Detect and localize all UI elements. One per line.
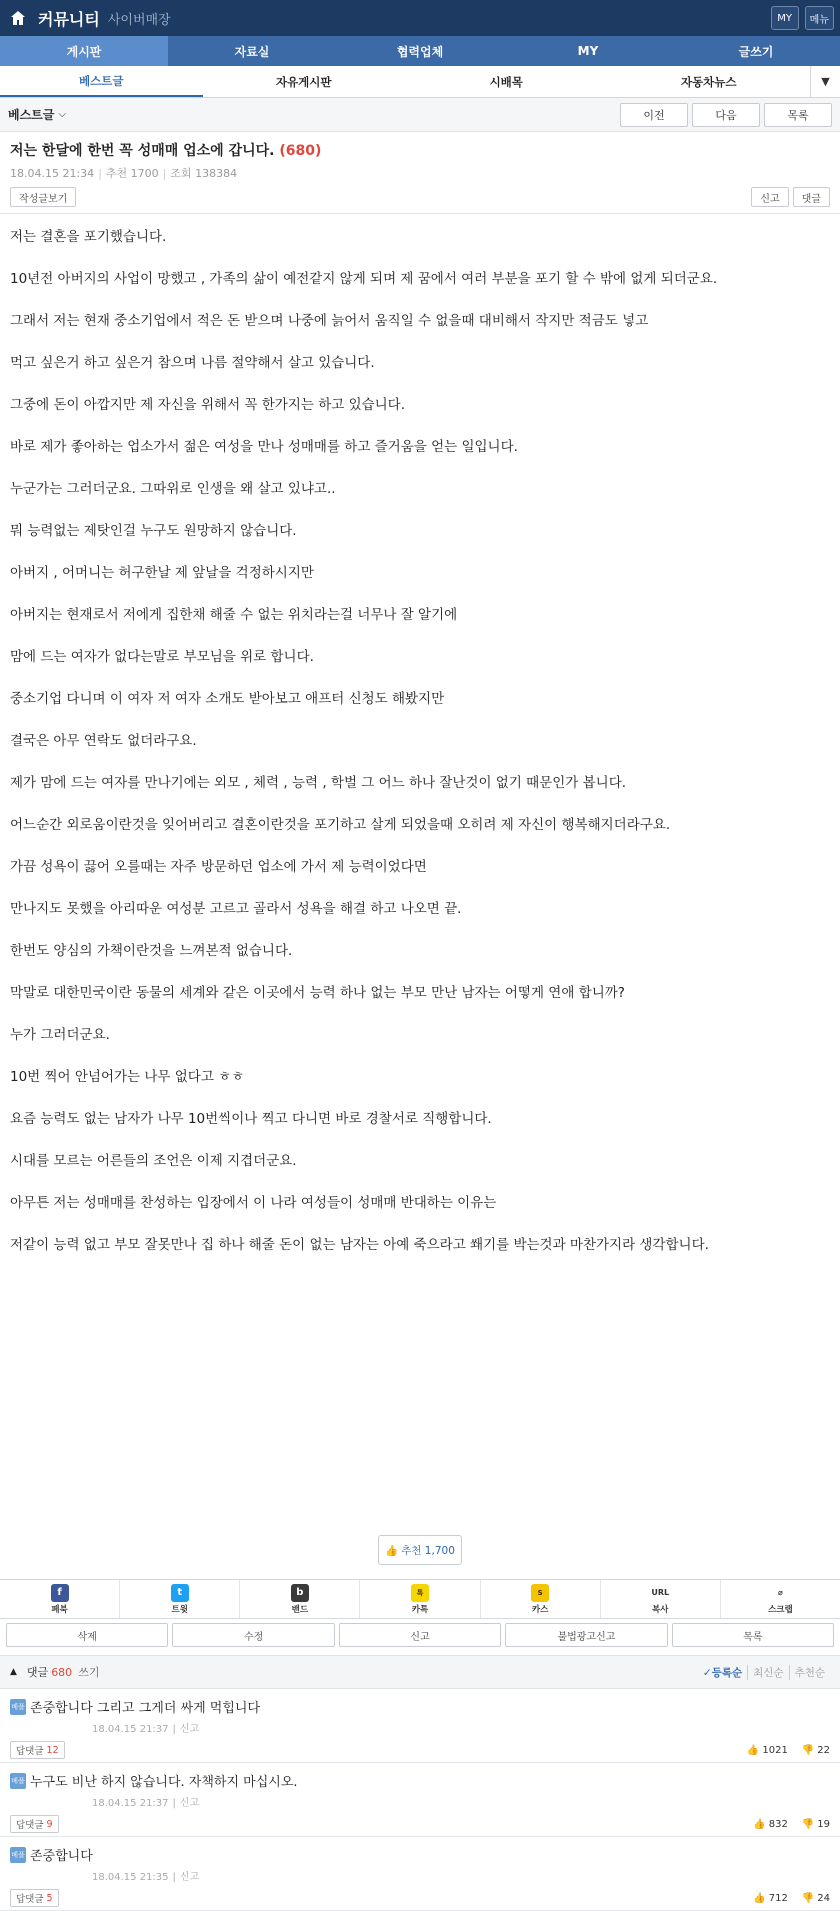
menu-button[interactable]: 메뉴 bbox=[805, 6, 834, 30]
downvote-button[interactable] bbox=[802, 1819, 830, 1830]
edit-button[interactable]: 수정 bbox=[172, 1623, 334, 1647]
post-paragraph: 10년전 아버지의 사업이 망했고 , 가족의 삶이 예전같지 않게 되며 제 꿈에서 여러 부분을 포기 할 수 밖에 없게 되더군요. bbox=[10, 271, 718, 287]
comment-item bbox=[0, 1689, 840, 1763]
collapse-icon[interactable]: ▲ bbox=[10, 1667, 17, 1677]
comment-text: 존중합니다 bbox=[30, 1849, 93, 1864]
comment-item bbox=[0, 1837, 840, 1911]
comment-report-link[interactable]: 신고 bbox=[179, 1724, 200, 1735]
recommend-label: 추천 1,700 bbox=[401, 1544, 455, 1557]
share-twitter[interactable] bbox=[120, 1580, 240, 1618]
downvote-button[interactable] bbox=[802, 1893, 830, 1904]
share-kakaostory[interactable] bbox=[481, 1580, 601, 1618]
reply-count: 5 bbox=[46, 1892, 53, 1904]
share-label: 밴드 bbox=[291, 1604, 309, 1615]
author-posts-button[interactable]: 작성글보기 bbox=[10, 187, 76, 207]
write-comment-link[interactable]: 쓰기 bbox=[78, 1666, 100, 1679]
comment-meta: 18.04.15 21:37 | 신고 bbox=[92, 1724, 200, 1735]
share-facebook[interactable] bbox=[0, 1580, 120, 1618]
next-button[interactable]: 다음 bbox=[692, 103, 760, 127]
nav-write[interactable]: 글쓰기 bbox=[738, 44, 774, 59]
sort-latest[interactable]: 최신순 bbox=[747, 1665, 788, 1680]
post-paragraph: 뭐 능력없는 제탓인걸 누구도 원망하지 않습니다. bbox=[10, 523, 297, 539]
post-paragraph: 아버지는 현재로서 저에게 집한채 해줄 수 없는 위치라는걸 너무나 잘 알기에 bbox=[10, 607, 458, 623]
best-comment-badge: 베플 bbox=[10, 1699, 26, 1715]
reply-button[interactable] bbox=[10, 1815, 59, 1833]
reply-count: 12 bbox=[46, 1744, 59, 1756]
comment-meta: 18.04.15 21:35 | 신고 bbox=[92, 1872, 200, 1883]
post-paragraph: 맘에 드는 여자가 없다는말로 부모님을 위로 합니다. bbox=[10, 649, 314, 665]
post-paragraph: 누군가는 그러더군요. 그따위로 인생을 왜 살고 있냐고.. bbox=[10, 481, 336, 497]
tab-sibaemok[interactable]: 시배목 bbox=[489, 74, 523, 89]
thumbs-up-icon: 👍 bbox=[385, 1544, 399, 1557]
sort-recommended[interactable]: 추천순 bbox=[789, 1665, 830, 1680]
board-selector[interactable]: 베스트글 bbox=[8, 108, 55, 122]
upvote-button[interactable] bbox=[753, 1893, 788, 1904]
clip-icon: ⌀ bbox=[771, 1584, 789, 1602]
band-icon: b bbox=[291, 1584, 309, 1602]
comment-meta: 18.04.15 21:37 | 신고 bbox=[92, 1798, 200, 1809]
post-views: 조회 138384 bbox=[170, 167, 238, 180]
prev-button[interactable]: 이전 bbox=[620, 103, 688, 127]
post-paragraph: 한번도 양심의 가책이란것을 느껴본적 없습니다. bbox=[10, 943, 293, 959]
thumbs-up-icon: 👍 bbox=[753, 1818, 766, 1830]
comment-text: 존중합니다 그리고 그게더 싸게 먹힙니다 bbox=[30, 1701, 261, 1716]
comment-item bbox=[0, 1763, 840, 1837]
top-bar bbox=[0, 0, 840, 36]
recommend-button[interactable] bbox=[378, 1535, 462, 1565]
post-paragraph: 10번 찍어 안넘어가는 나무 없다고 ㅎㅎ bbox=[10, 1069, 245, 1085]
share-label: 트윗 bbox=[171, 1604, 188, 1615]
post-actions bbox=[0, 1619, 840, 1651]
post-header bbox=[0, 132, 840, 214]
post-body bbox=[0, 214, 840, 1529]
reply-label: 답댓글 bbox=[16, 1820, 44, 1831]
post-paragraph: 요즘 능력도 없는 남자가 나무 10번씩이나 찍고 다니면 바로 경찰서로 직행합니다. bbox=[10, 1111, 492, 1127]
post-date: 18.04.15 21:34 bbox=[10, 167, 95, 180]
thumbs-up-icon: 👍 bbox=[746, 1744, 760, 1756]
thumbs-down-icon: 👎 bbox=[801, 1892, 815, 1904]
more-tabs-icon[interactable]: ▼ bbox=[810, 66, 840, 97]
post-paragraph: 그래서 저는 현재 중소기업에서 적은 돈 받으며 나중에 늙어서 움직일 수 없을때 대비해서 작지만 적금도 넣고 bbox=[10, 313, 649, 329]
post-paragraph: 어느순간 외로움이란것을 잊어버리고 결혼이란것을 포기하고 살게 되었을때 오히려 제 자신이 행복해지더라구요. bbox=[10, 817, 671, 833]
post-paragraph: 아무튼 저는 성매매를 찬성하는 입장에서 이 나라 여성들이 성매매 반대하는 이유는 bbox=[10, 1195, 497, 1211]
comment-report-link[interactable]: 신고 bbox=[179, 1798, 200, 1809]
upvote-count: 712 bbox=[768, 1892, 788, 1904]
share-label: 페북 bbox=[51, 1604, 68, 1615]
upvote-count: 832 bbox=[768, 1818, 788, 1830]
post-comment-count: (680) bbox=[279, 143, 322, 159]
downvote-count: 22 bbox=[817, 1744, 830, 1756]
share-label: 스크랩 bbox=[768, 1604, 793, 1615]
twitter-icon: t bbox=[171, 1584, 189, 1602]
thumbs-down-icon: 👎 bbox=[801, 1818, 815, 1830]
post-paragraph: 제가 맘에 드는 여자를 만나기에는 외모 , 체력 , 능력 , 학벌 그 어느 하나 잘난것이 없기 때문인가 봅니다. bbox=[10, 775, 627, 791]
brand-title[interactable]: 커뮤니티 bbox=[38, 9, 100, 29]
reply-label: 답댓글 bbox=[16, 1746, 44, 1757]
board-bar bbox=[0, 98, 840, 132]
post-paragraph: 시대를 모르는 어른들의 조언은 이제 지겹더군요. bbox=[10, 1153, 297, 1169]
delete-button[interactable]: 삭제 bbox=[6, 1623, 168, 1647]
share-kakaotalk[interactable] bbox=[360, 1580, 480, 1618]
report-post-button[interactable]: 신고 bbox=[339, 1623, 501, 1647]
share-band[interactable] bbox=[240, 1580, 360, 1618]
post-paragraph: 바로 제가 좋아하는 업소가서 젊은 여성을 만나 성매매를 하고 즐거움을 얻는 일입니다. bbox=[10, 439, 518, 455]
post-paragraph: 결국은 아무 연락도 없더라구요. bbox=[10, 733, 197, 749]
chevron-down-icon[interactable]: ⌵ bbox=[58, 109, 66, 120]
upvote-count: 1021 bbox=[762, 1744, 788, 1756]
comment-date: 18.04.15 21:37 bbox=[92, 1798, 169, 1809]
comments-header bbox=[0, 1655, 840, 1689]
upvote-button[interactable] bbox=[747, 1745, 788, 1756]
comments-count: 680 bbox=[51, 1665, 73, 1679]
tab-free-board[interactable]: 자유게시판 bbox=[275, 74, 332, 89]
post-paragraph: 먹고 싶은거 하고 싶은거 참으며 나름 절약해서 살고 있습니다. bbox=[10, 355, 375, 371]
post-paragraph: 막말로 대한민국이란 동물의 세계와 같은 이곳에서 능력 하나 없는 부모 만난 남자는 어떻게 연애 합니까? bbox=[10, 985, 625, 1001]
brand-subtitle[interactable]: 사이버매장 bbox=[107, 12, 171, 28]
kakaotalk-icon: 톡 bbox=[411, 1584, 429, 1602]
best-comment-badge: 베플 bbox=[10, 1847, 26, 1863]
facebook-icon: f bbox=[51, 1584, 69, 1602]
downvote-count: 24 bbox=[817, 1892, 830, 1904]
report-button[interactable]: 신고 bbox=[751, 187, 788, 207]
comment-date: 18.04.15 21:37 bbox=[92, 1724, 169, 1735]
home-icon[interactable] bbox=[6, 6, 30, 30]
nav-board[interactable]: 게시판 bbox=[0, 36, 168, 66]
post-paragraph: 그중에 돈이 아깝지만 제 자신을 위해서 꼭 한가지는 하고 있습니다. bbox=[10, 397, 406, 413]
report-spam-button[interactable]: 불법광고신고 bbox=[505, 1623, 667, 1647]
upvote-button[interactable] bbox=[753, 1819, 788, 1830]
post-paragraph: 가끔 성욕이 끓어 오를때는 자주 방문하던 업소에 가서 제 능력이었다면 bbox=[10, 859, 427, 875]
sort-registered[interactable]: ✓등록순 bbox=[702, 1666, 743, 1679]
nav-my[interactable]: MY bbox=[577, 44, 599, 58]
back-to-list-button[interactable]: 목록 bbox=[672, 1623, 834, 1647]
reply-button[interactable] bbox=[10, 1741, 65, 1759]
share-label: 카스 bbox=[531, 1604, 549, 1615]
main-nav bbox=[0, 36, 840, 66]
post-paragraph: 만나지도 못했을 아리따운 여성분 고르고 골라서 성욕을 해결 하고 나오면 끝. bbox=[10, 901, 462, 917]
comment-list bbox=[0, 1689, 840, 1911]
reply-count: 9 bbox=[46, 1818, 53, 1830]
comment-text: 누구도 비난 하지 않습니다. 자책하지 마십시오. bbox=[30, 1775, 298, 1790]
post-paragraph: 누가 그러더군요. bbox=[10, 1027, 110, 1043]
comment-date: 18.04.15 21:35 bbox=[92, 1872, 169, 1883]
nav-partners[interactable]: 협력업체 bbox=[396, 44, 444, 59]
post-meta: 18.04.15 21:34 | 추천 1700 | 조회 138384 bbox=[10, 167, 238, 180]
post-title-text: 저는 한달에 한번 꼭 성매매 업소에 갑니다. bbox=[10, 143, 275, 159]
comment-button[interactable]: 댓글 bbox=[793, 187, 830, 207]
tab-car-news[interactable]: 자동차뉴스 bbox=[680, 74, 737, 89]
kakaostory-icon: S bbox=[531, 1584, 549, 1602]
thumbs-down-icon: 👎 bbox=[801, 1744, 815, 1756]
post-paragraph: 중소기업 다니며 이 여자 저 여자 소개도 받아보고 애프터 신청도 해봤지만 bbox=[10, 691, 445, 707]
comment-report-link[interactable]: 신고 bbox=[179, 1872, 200, 1883]
url-icon: URL bbox=[651, 1584, 669, 1602]
best-comment-badge: 베플 bbox=[10, 1773, 26, 1789]
reply-label: 답댓글 bbox=[16, 1894, 44, 1905]
comments-label: 댓글 bbox=[26, 1666, 49, 1679]
list-button[interactable]: 목록 bbox=[764, 103, 832, 127]
share-label: 복사 bbox=[652, 1604, 669, 1615]
nav-resources[interactable]: 자료실 bbox=[234, 44, 270, 59]
post-paragraph: 저는 결혼을 포기했습니다. bbox=[10, 229, 167, 245]
reply-button[interactable] bbox=[10, 1889, 59, 1907]
post-paragraph: 저같이 능력 없고 부모 잘못만나 집 하나 해줄 돈이 없는 남자는 아예 죽으라고 쐐기를 박는것과 마찬가지라 생각합니다. bbox=[10, 1237, 709, 1253]
post-recommend: 추천 1700 bbox=[105, 167, 159, 180]
post-title bbox=[10, 140, 830, 160]
share-bar bbox=[0, 1579, 840, 1619]
my-button[interactable]: MY bbox=[771, 6, 799, 30]
tab-best[interactable]: 베스트글 bbox=[0, 66, 203, 97]
sub-nav bbox=[0, 66, 840, 98]
share-label: 카톡 bbox=[411, 1604, 429, 1615]
share-clip[interactable] bbox=[721, 1580, 840, 1618]
downvote-count: 19 bbox=[817, 1818, 830, 1830]
thumbs-up-icon: 👍 bbox=[753, 1892, 766, 1904]
post-paragraph: 아버지 , 어머니는 허구한날 제 앞날을 걱정하시지만 bbox=[10, 565, 314, 581]
downvote-button[interactable] bbox=[802, 1745, 830, 1756]
share-url[interactable] bbox=[601, 1580, 721, 1618]
